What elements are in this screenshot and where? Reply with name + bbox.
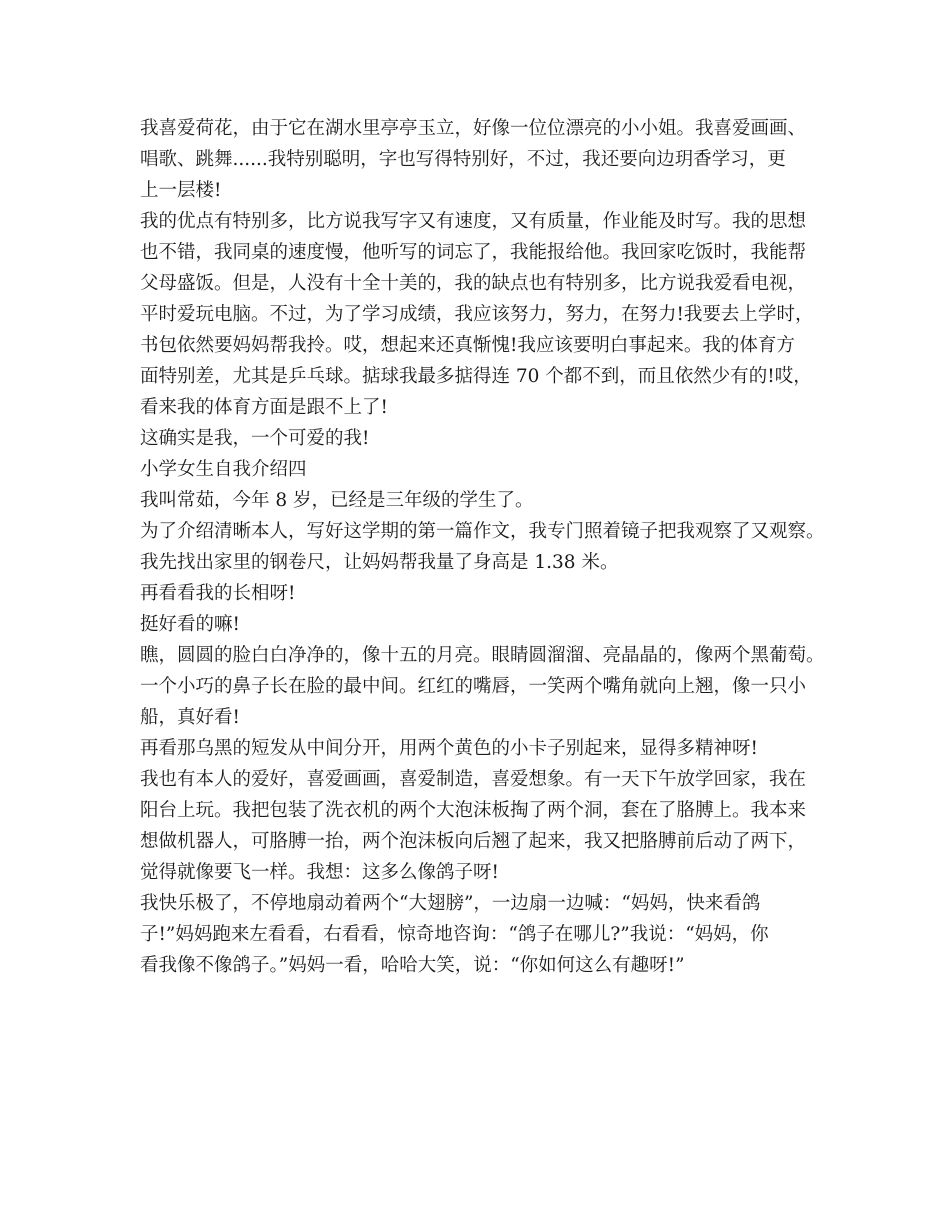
text-line: 面特别差，尤其是乒乓球。掂球我最多掂得连 70 个都不到，而且依然少有的!哎，: [140, 366, 812, 387]
text-line: 觉得就像要飞一样。我想：这多么像鸽子呀!: [140, 862, 499, 883]
text-line: 我先找出家里的钢卷尺，让妈妈帮我量了身高是 1.38 米。: [140, 552, 619, 573]
text-line: 看我像不像鸽子。”妈妈一看，哈哈大笑，说：“你如何这么有趣呀!”: [140, 955, 685, 976]
text-line: 书包依然要妈妈帮我拎。哎，想起来还真惭愧!我应该要明白事起来。我的体育方: [140, 335, 795, 356]
text-line: 船，真好看!: [140, 707, 240, 728]
text-line: 再看看我的长相呀!: [140, 583, 296, 604]
text-line: 想做机器人，可胳膊一抬，两个泡沫板向后翘了起来，我又把胳膊前后动了两下，: [140, 831, 807, 852]
text-line: 瞧，圆圆的脸白白净净的，像十五的月亮。眼睛圆溜溜、亮晶晶的，像两个黑葡萄。: [140, 645, 825, 666]
text-line: 唱歌、跳舞......我特别聪明，字也写得特别好，不过，我还要向边玥香学习，更: [140, 149, 786, 170]
text-line: 子!”妈妈跑来左看看，右看看，惊奇地咨询：“鸽子在哪儿?”我说：“妈妈，你: [140, 924, 769, 945]
text-line: 父母盛饭。但是，人没有十全十美的，我的缺点也有特别多，比方说我爱看电视，: [140, 273, 807, 294]
text-line: 也不错，我同桌的速度慢，他听写的词忘了，我能报给他。我回家吃饭时，我能帮: [140, 242, 807, 263]
document-body: [140, 113, 825, 981]
text-line: 我叫常茹，今年 8 岁，已经是三年级的学生了。: [140, 490, 534, 511]
text-line: 阳台上玩。我把包装了洗衣机的两个大泡沫板掏了两个洞，套在了胳膊上。我本来: [140, 800, 807, 821]
text-line: 一个小巧的鼻子长在脸的最中间。红红的嘴唇，一笑两个嘴角就向上翘，像一只小: [140, 676, 807, 697]
text-line: 再看那乌黑的短发从中间分开，用两个黄色的小卡子别起来，显得多精神呀!: [140, 738, 758, 759]
text-line: 平时爱玩电脑。不过，为了学习成绩，我应该努力，努力，在努力!我要去上学时，: [140, 304, 814, 325]
text-line: 这确实是我，一个可爱的我!: [140, 428, 370, 449]
text-line: 为了介绍清晰本人，写好这学期的第一篇作文，我专门照着镜子把我观察了又观察。: [140, 521, 825, 542]
text-line: 看来我的体育方面是跟不上了!: [140, 397, 388, 418]
section-heading: 小学女生自我介绍四: [140, 459, 307, 480]
text-line: 我快乐极了，不停地扇动着两个“大翅膀”，一边扇一边喊：“妈妈，快来看鸽: [140, 893, 761, 914]
text-line: 我也有本人的爱好，喜爱画画，喜爱制造，喜爱想象。有一天下午放学回家，我在: [140, 769, 807, 790]
text-line: 我的优点有特别多，比方说我写字又有速度，又有质量，作业能及时写。我的思想: [140, 211, 807, 232]
text-line: 我喜爱荷花，由于它在湖水里亭亭玉立，好像一位位漂亮的小小姐。我喜爱画画、: [140, 118, 807, 139]
text-line: 挺好看的嘛!: [140, 614, 240, 635]
text-line: 上一层楼!: [140, 180, 222, 201]
